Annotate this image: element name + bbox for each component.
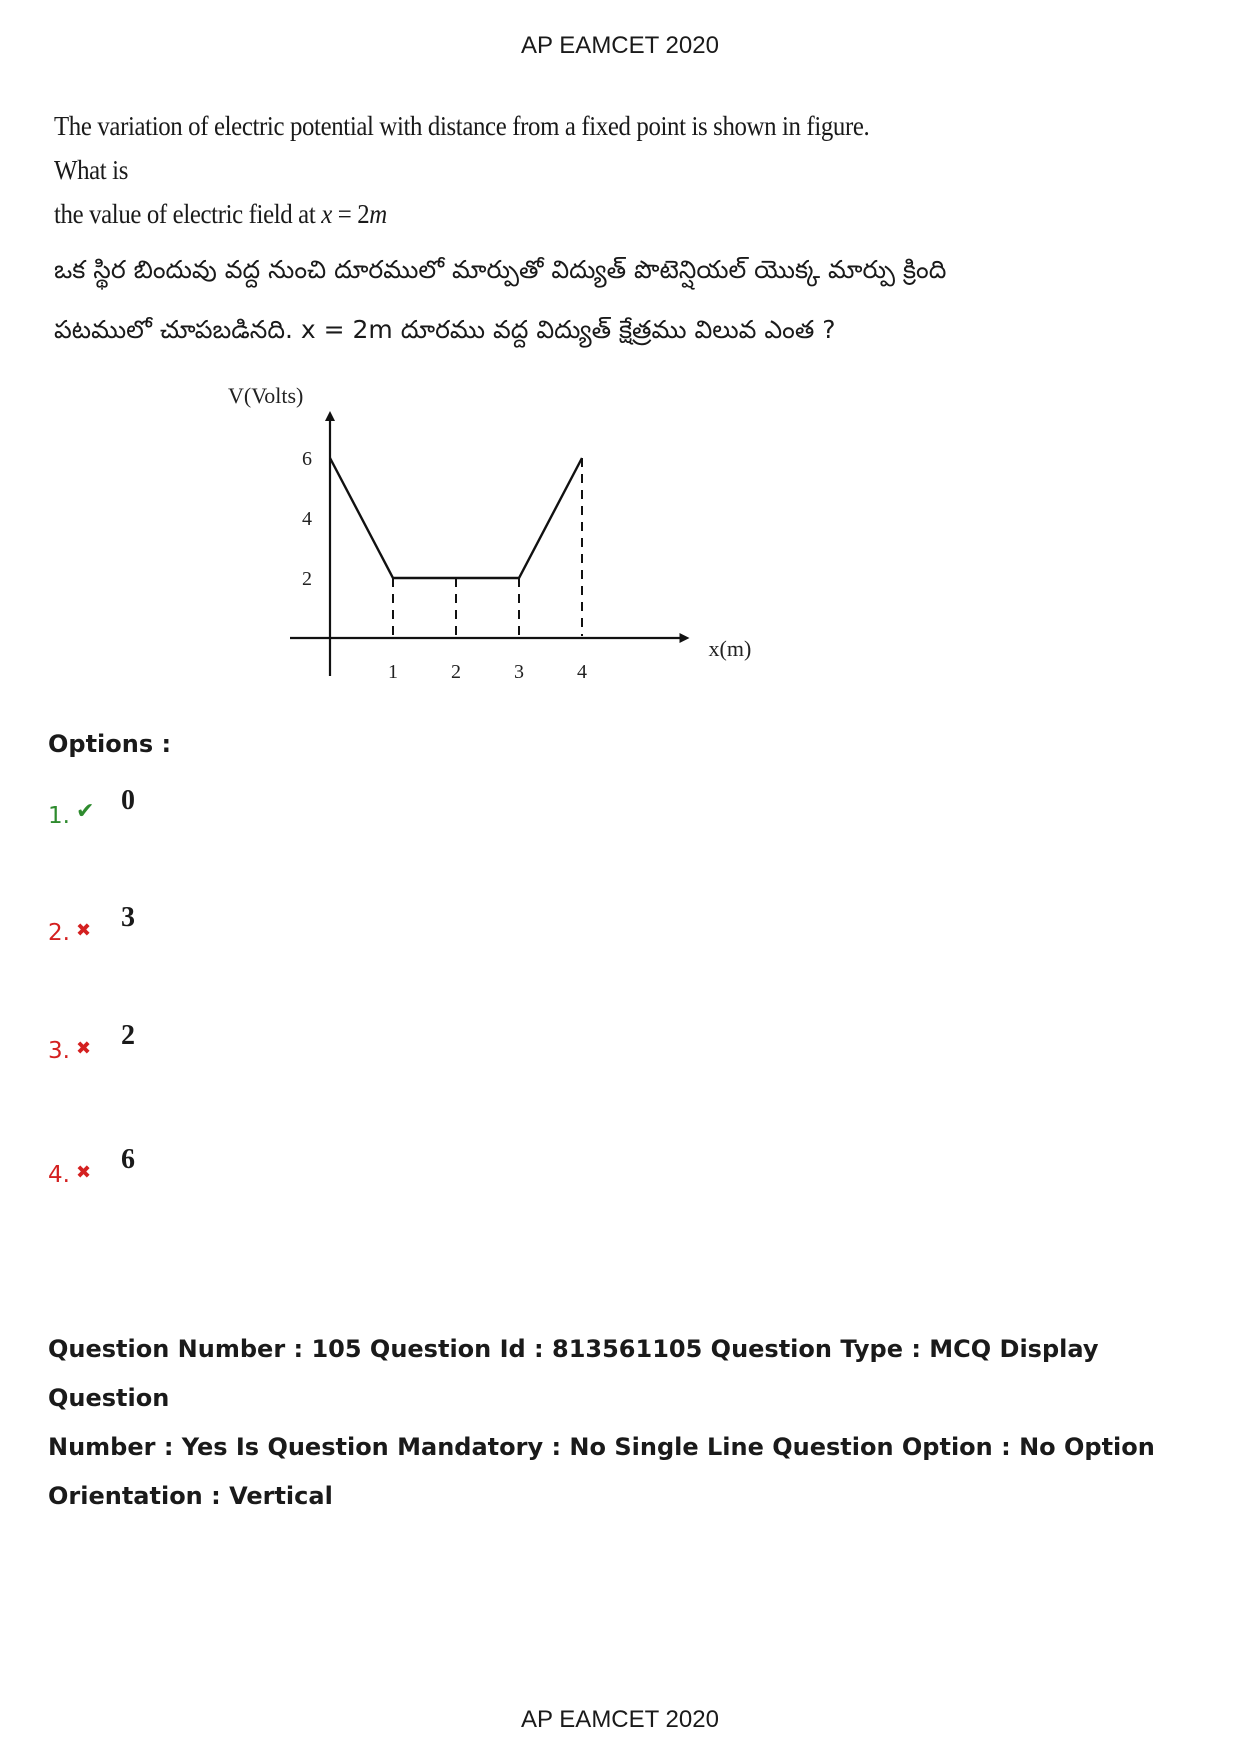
option-2[interactable] (48, 902, 448, 962)
x-tick-label: 2 (451, 661, 461, 683)
option-1[interactable] (48, 785, 448, 845)
potential-distance-graph (200, 385, 760, 695)
question-text-english (54, 104, 882, 236)
math-equals-value: = 2 (331, 199, 370, 229)
check-icon: ✔ (76, 799, 95, 824)
page-header: AP EAMCET 2020 (521, 32, 719, 59)
option-number: 4. (48, 1162, 70, 1188)
option-4[interactable] (48, 1144, 448, 1204)
x-tick-label: 3 (514, 661, 524, 683)
question-telugu-line-1: ఒక స్థిర బిందువు వద్ద నుంచి దూరములో మార్పుతో విద్యుత్ పొటెన్షియల్ యొక్క మార్పు క్రింది (54, 255, 947, 284)
option-number: 3. (48, 1038, 70, 1064)
question-english-line-1: The variation of electric potential with distance from a fixed point is shown in figure. What is (54, 111, 870, 185)
y-tick-label: 4 (302, 508, 312, 530)
options-title: Options : (48, 730, 172, 758)
cross-icon: ✖ (76, 920, 92, 941)
math-unit-m: m (369, 199, 387, 229)
cross-icon: ✖ (76, 1038, 92, 1059)
x-tick-label: 1 (388, 661, 398, 683)
y-tick-label: 6 (302, 448, 312, 470)
option-3[interactable] (48, 1020, 448, 1080)
option-value: 3 (121, 902, 135, 933)
y-axis-label: V(Volts) (228, 385, 304, 408)
option-number: 1. (48, 803, 70, 829)
metadata-line-3: Orientation : Vertical (48, 1482, 333, 1510)
question-telugu-line-2: పటములో చూపబడినది. x = 2m దూరము వద్ద విద్యుత్ క్షేత్రము విలువ ఎంత ? (54, 315, 836, 344)
cross-icon: ✖ (76, 1162, 92, 1183)
option-number: 2. (48, 920, 70, 946)
option-value: 2 (121, 1020, 135, 1051)
question-text-telugu (54, 240, 954, 360)
page-footer: AP EAMCET 2020 (521, 1706, 719, 1733)
math-variable-x: x (321, 199, 332, 229)
question-metadata (48, 1325, 1168, 1521)
x-axis-label: x(m) (708, 636, 752, 661)
y-tick-label: 2 (302, 568, 312, 590)
option-value: 6 (121, 1144, 135, 1175)
question-english-line-2 (54, 192, 882, 236)
option-value: 0 (121, 785, 135, 816)
metadata-line-1: Question Number : 105 Question Id : 813561105 Question Type : MCQ Display Question (48, 1335, 1099, 1412)
question-english-line-2-prefix: the value of electric field at (54, 199, 322, 229)
x-tick-label: 4 (577, 661, 587, 683)
potential-curve (330, 458, 582, 578)
metadata-line-2: Number : Yes Is Question Mandatory : No Single Line Question Option : No Option (48, 1433, 1155, 1461)
